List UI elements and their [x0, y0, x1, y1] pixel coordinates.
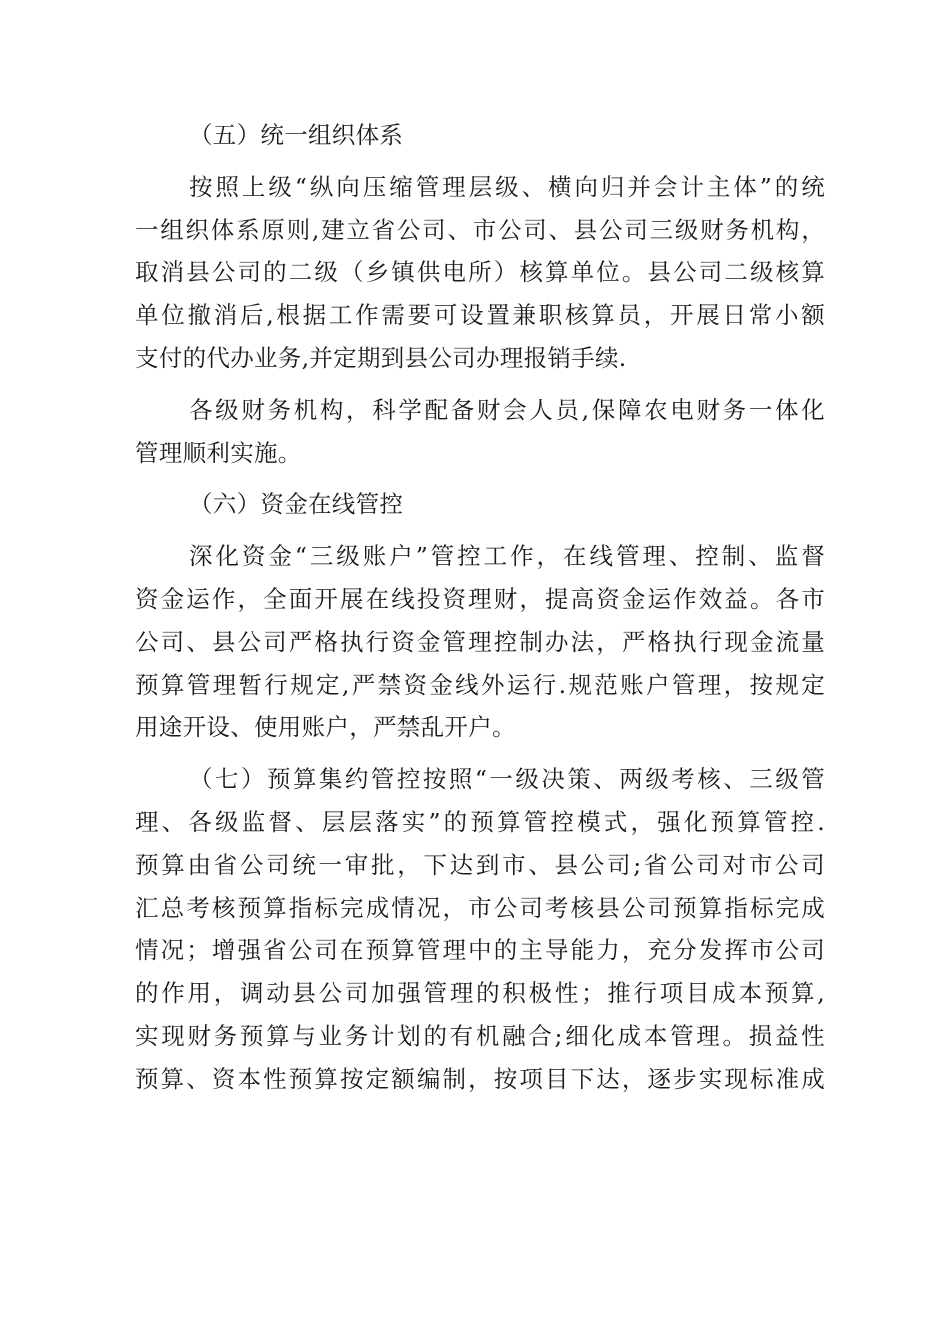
text-line: （七）预算集约管控按照“一级决策、两级考核、三级管 [189, 765, 825, 794]
section-heading: （六）资金在线管控 [189, 490, 404, 519]
text-line: 理、各级监督、层层落实”的预算管控模式，强化预算管控. [135, 807, 825, 836]
text-line: 资金运作，全面开展在线投资理财，提高资金运作效益。各市 [135, 584, 825, 613]
text-line: 各级财务机构，科学配备财会人员,保障农电财务一体化 [189, 395, 825, 424]
text-line: 汇总考核预算指标完成情况，市公司考核县公司预算指标完成 [135, 893, 825, 922]
paragraph [135, 535, 825, 749]
text-line: 预算、资本性预算按定额编制，按项目下达，逐步实现标准成 [135, 1064, 825, 1093]
text-line: 按照上级“纵向压缩管理层级、横向归并会计主体”的统 [189, 172, 825, 201]
text-line: 管理顺利实施。 [135, 438, 302, 467]
text-line: 支付的代办业务,并定期到县公司办理报销手续. [135, 343, 627, 372]
paragraph [135, 758, 825, 1100]
paragraph [135, 389, 825, 475]
text-line: 用途开设、使用账户，严禁乱开户。 [135, 713, 516, 742]
text-line: 取消县公司的二级（乡镇供电所）核算单位。县公司二级核算 [135, 258, 825, 287]
text-line: 单位撤消后,根据工作需要可设置兼职核算员，开展日常小额 [135, 301, 825, 330]
text-line: 情况；增强省公司在预算管理中的主导能力，充分发挥市公司 [135, 936, 825, 965]
section-heading: （五）统一组织体系 [189, 121, 404, 149]
document-body [135, 114, 825, 1101]
text-line: 的作用，调动县公司加强管理的积极性；推行项目成本预算, [135, 979, 825, 1008]
text-line: 深化资金“三级账户”管控工作，在线管理、控制、监督 [189, 542, 825, 571]
text-line: 实现财务预算与业务计划的有机融合;细化成本管理。损益性 [135, 1021, 825, 1050]
text-line: 预算由省公司统一审批，下达到市、县公司;省公司对市公司 [135, 850, 825, 879]
text-line: 预算管理暂行规定,严禁资金线外运行.规范账户管理，按规定 [135, 670, 825, 699]
paragraph [135, 166, 825, 380]
text-line: 公司、县公司严格执行资金管理控制办法，严格执行现金流量 [135, 627, 825, 656]
text-line: 一组织体系原则,建立省公司、市公司、县公司三级财务机构， [135, 215, 825, 244]
